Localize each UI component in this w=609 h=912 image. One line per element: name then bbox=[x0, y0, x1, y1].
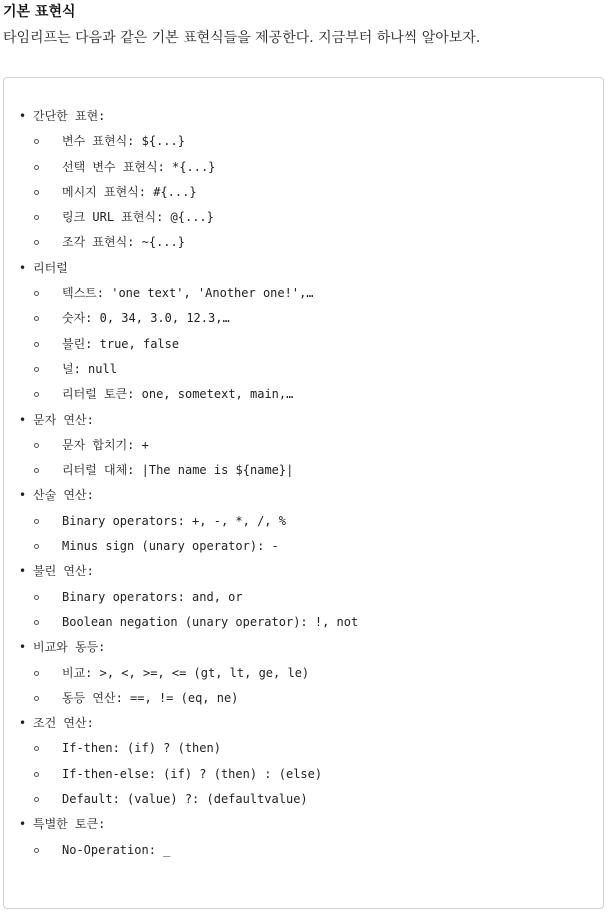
sub-item bbox=[33, 180, 595, 205]
bullet-icon: • bbox=[19, 109, 27, 123]
sub-item bbox=[33, 585, 595, 610]
sub-item bbox=[33, 787, 595, 812]
circle-bullet-icon bbox=[34, 165, 39, 170]
circle-bullet-icon bbox=[34, 671, 39, 676]
sub-item bbox=[33, 281, 595, 306]
sub-item bbox=[33, 433, 595, 458]
bullet-icon: • bbox=[19, 817, 27, 832]
circle-bullet-icon bbox=[34, 696, 39, 701]
sub-item-text: 조각 표현식: ~{...} bbox=[62, 235, 185, 250]
sub-item-text: 링크 URL 표현식: @{...} bbox=[62, 210, 214, 225]
sub-item-text: If-then: (if) ? (then) bbox=[62, 741, 221, 756]
group-item bbox=[18, 711, 595, 812]
group-item bbox=[18, 256, 595, 408]
expression-group-list bbox=[18, 104, 595, 863]
bullet-icon: • bbox=[19, 716, 27, 731]
sub-item bbox=[33, 230, 595, 255]
sub-item bbox=[33, 155, 595, 180]
sub-item-text: 텍스트: 'one text', 'Another one!',… bbox=[62, 286, 314, 301]
group-item bbox=[18, 483, 595, 559]
sub-item-text: 리터럴 대체: |The name is ${name}| bbox=[62, 463, 294, 478]
circle-bullet-icon bbox=[34, 746, 39, 751]
sub-item bbox=[33, 129, 595, 154]
sub-item bbox=[33, 736, 595, 761]
sub-item bbox=[33, 686, 595, 711]
group-title: 산술 연산: bbox=[33, 488, 94, 503]
group-item bbox=[18, 104, 595, 256]
circle-bullet-icon bbox=[34, 190, 39, 195]
sub-item-list bbox=[33, 433, 595, 484]
sub-item-text: 리터럴 토큰: one, sometext, main,… bbox=[62, 387, 294, 402]
sub-item bbox=[33, 762, 595, 787]
sub-item-text: 널: null bbox=[62, 361, 117, 376]
sub-item bbox=[33, 458, 595, 483]
circle-bullet-icon bbox=[34, 367, 39, 372]
circle-bullet-icon bbox=[34, 240, 39, 245]
sub-item bbox=[33, 509, 595, 534]
circle-bullet-icon bbox=[34, 772, 39, 777]
intro-text: 타임리프는 다음과 같은 기본 표현식들을 제공한다. 지금부터 하나씩 알아보자. bbox=[3, 30, 481, 46]
circle-bullet-icon bbox=[34, 139, 39, 144]
circle-bullet-icon bbox=[34, 797, 39, 802]
group-item bbox=[18, 635, 595, 711]
sub-item bbox=[33, 332, 595, 357]
group-title: 간단한 표현: bbox=[33, 109, 106, 123]
group-item bbox=[18, 559, 595, 635]
sub-item-text: 불린: true, false bbox=[62, 336, 180, 351]
bullet-icon: • bbox=[19, 260, 27, 275]
circle-bullet-icon bbox=[34, 215, 39, 220]
circle-bullet-icon bbox=[34, 848, 39, 853]
sub-item-text: 선택 변수 표현식: *{...} bbox=[62, 159, 216, 174]
group-item bbox=[18, 812, 595, 863]
sub-item-text: 변수 표현식: ${...} bbox=[62, 134, 185, 149]
bullet-icon: • bbox=[19, 640, 27, 655]
sub-item bbox=[33, 838, 595, 863]
circle-bullet-icon bbox=[34, 544, 39, 549]
bullet-icon: • bbox=[19, 412, 27, 427]
sub-item bbox=[33, 357, 595, 382]
group-title: 리터럴 bbox=[33, 260, 68, 275]
circle-bullet-icon bbox=[34, 342, 39, 347]
circle-bullet-icon bbox=[34, 291, 39, 296]
sub-item-text: 숫자: 0, 34, 3.0, 12.3,… bbox=[62, 311, 230, 326]
circle-bullet-icon bbox=[34, 519, 39, 524]
sub-item bbox=[33, 382, 595, 407]
sub-item-text: 비교: >, <, >=, <= (gt, lt, ge, le) bbox=[62, 665, 310, 680]
sub-item-text: If-then-else: (if) ? (then) : (else) bbox=[62, 766, 323, 781]
sub-item bbox=[33, 534, 595, 559]
sub-item-text: Minus sign (unary operator): - bbox=[62, 539, 279, 554]
section-heading: 기본 표현식 bbox=[3, 4, 76, 20]
sub-item-text: Default: (value) ?: (defaultvalue) bbox=[62, 792, 308, 807]
circle-bullet-icon bbox=[34, 316, 39, 321]
sub-item-text: 메시지 표현식: #{...} bbox=[62, 184, 197, 199]
circle-bullet-icon bbox=[34, 443, 39, 448]
circle-bullet-icon bbox=[34, 620, 39, 625]
sub-item-text: No-Operation: _ bbox=[62, 842, 171, 857]
group-item bbox=[18, 408, 595, 484]
bullet-icon: • bbox=[19, 564, 27, 579]
sub-item-text: 문자 합치기: + bbox=[62, 437, 149, 452]
sub-item-text: Binary operators: +, -, *, /, % bbox=[62, 513, 286, 528]
group-title: 비교와 동등: bbox=[33, 640, 106, 655]
sub-item-text: Boolean negation (unary operator): !, not bbox=[62, 614, 359, 629]
sub-item bbox=[33, 661, 595, 686]
circle-bullet-icon bbox=[34, 468, 39, 473]
circle-bullet-icon bbox=[34, 392, 39, 397]
sub-item bbox=[33, 306, 595, 331]
circle-bullet-icon bbox=[34, 595, 39, 600]
group-title: 조건 연산: bbox=[33, 716, 94, 731]
sub-item-list bbox=[33, 129, 595, 255]
group-title: 문자 연산: bbox=[33, 412, 94, 427]
bullet-icon: • bbox=[19, 488, 27, 503]
expression-list-box bbox=[3, 77, 604, 909]
group-title: 특별한 토큰: bbox=[33, 817, 106, 832]
sub-item-text: 동등 연산: ==, != (eq, ne) bbox=[62, 690, 239, 705]
group-title: 불린 연산: bbox=[33, 564, 94, 579]
sub-item bbox=[33, 205, 595, 230]
sub-item-list bbox=[33, 661, 595, 712]
sub-item bbox=[33, 610, 595, 635]
sub-item-list bbox=[33, 585, 595, 636]
sub-item-list bbox=[33, 509, 595, 560]
sub-item-text: Binary operators: and, or bbox=[62, 589, 243, 604]
sub-item-list bbox=[33, 281, 595, 407]
sub-item-list bbox=[33, 736, 595, 812]
sub-item-list bbox=[33, 838, 595, 863]
